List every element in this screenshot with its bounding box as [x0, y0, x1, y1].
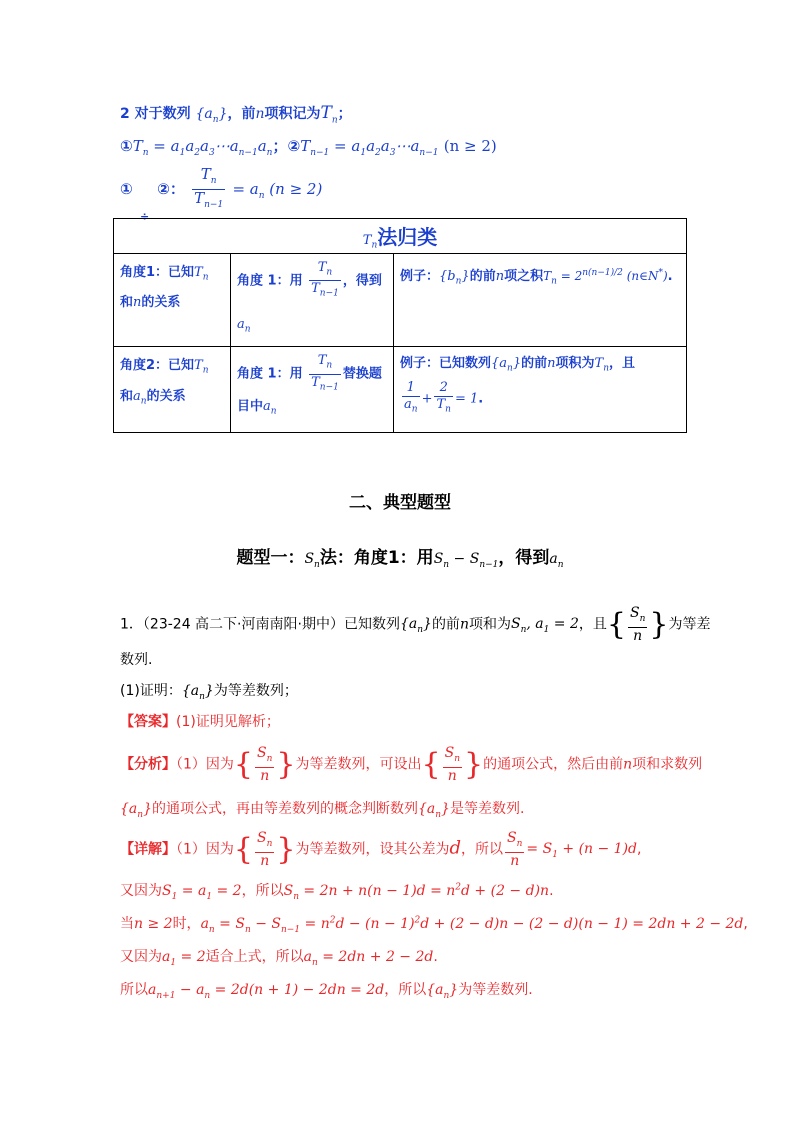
q1a: (1)证明：	[120, 683, 182, 699]
intro-end: 项积记为	[264, 106, 321, 122]
type1-b: 法：角度1：用	[319, 548, 434, 568]
r2c3d-text: ，且	[609, 356, 636, 372]
r1c3b-text: 的前	[469, 268, 496, 284]
problem-t1: 的前	[431, 616, 460, 633]
r1c2a-text: 角度 1：用	[237, 273, 303, 289]
e1: 又因为	[120, 883, 162, 899]
g2: 适合上式，所以	[205, 949, 304, 965]
detail-line-5: 所以$a_{n+1} - a_n = 2d(n + 1) - 2dn = 2d$，所以$\{a_n\}$为等差数列.	[120, 982, 533, 1001]
problem-t4: 为等差	[668, 616, 711, 633]
circle-3: ①	[120, 180, 133, 198]
q1b: 为等差数列；	[213, 683, 298, 699]
an1: （1）因为	[176, 756, 234, 773]
answer-line	[120, 711, 280, 731]
answer-label: 【答案】	[120, 714, 176, 730]
r1c1-text: 角度1：已知	[120, 264, 195, 280]
problem-src: （23-24 高二下·河南南阳·期中）已知数列	[142, 616, 400, 633]
r2c1c-text: 的关系	[146, 388, 186, 404]
question-1: (1)证明：$\{a_n\}$为等差数列；	[120, 683, 298, 702]
intro-mid: ，前	[227, 106, 256, 122]
h3: 为等差数列.	[458, 982, 533, 998]
r2c2b-text: 替换题	[342, 366, 382, 382]
r2c3b-text: 的前	[521, 356, 548, 372]
row2-col1: 角度2：已知$T_n$ 和$a_n$的关系	[114, 347, 231, 433]
h2: ，所以	[384, 982, 427, 998]
e2: ，所以	[241, 883, 284, 899]
d2: 为等差数列，设其公差为	[295, 841, 450, 858]
detail-label: 【详解】	[120, 841, 176, 858]
detail-line-3: 当n ≥ 2时，$a_n = S_n - S_{n-1} = n^2d - (n - 1)^2d + (2 - d)n - (2 - d)(n - 1) = 2dn + 2 - 2d$,	[120, 915, 748, 935]
row1-col1: 角度1：已知$T_n$ 和n的关系	[114, 253, 231, 347]
table-title: 法归类	[377, 225, 438, 249]
analysis-label: 【分析】	[120, 756, 176, 773]
row2-col2: 角度 1：用 $\frac{T_n}{T_{n-1}}$ 替换题 目中$a_n$	[231, 347, 394, 433]
problem-t2: 项和为	[468, 616, 511, 633]
d1: （1）因为	[176, 841, 234, 858]
analysis-line-1: 【分析】（1）因为{ $\frac{S_n}{n}$ }为等差数列，可设出{ $\frac{S_n}{n}$ }的通项公式，然后由前n项和求数列	[120, 745, 703, 784]
h1: 所以	[120, 982, 148, 998]
table-title-cell: $T_n$法归类	[114, 219, 687, 254]
problem-line-2: 数列.	[120, 652, 153, 668]
intro-condition: (n ≥ 2)	[443, 137, 497, 155]
circle-4: ②	[157, 180, 170, 198]
detail-line-2: 又因为$S_1 = a_1 = 2$，所以$S_n = 2n + n(n - 1)d = n^2d + (2 - d)n$.	[120, 882, 554, 902]
classification-table	[113, 218, 687, 433]
intro-line-1: 2 对于数列 $\{a_n\}$，前n项积记为$T_n$；	[120, 103, 352, 126]
f2: 时，	[172, 916, 201, 932]
an4: 项和求数列	[632, 756, 703, 773]
detail-line-4: 又因为$a_1 = 2$适合上式，所以$a_n = 2dn + 2 - 2d$.	[120, 949, 438, 968]
type1-a: 题型一：	[236, 548, 305, 568]
r2c2a-text: 角度 1：用	[237, 366, 303, 382]
analysis-line-2: $\{a_n\}$的通项公式，再由等差数列的概念判断数列$\{a_n\}$是等差数列.	[120, 801, 525, 820]
type1-c: ，得到	[498, 548, 550, 568]
type1-heading: 题型一：$S_n$法：角度1：用$S_n - S_{n-1}$，得到$a_n$	[236, 548, 564, 570]
r2c2c-text: 目中	[237, 398, 264, 414]
r2c3a-text: 例子：已知数列	[400, 356, 492, 372]
r2c1b-text: 和	[120, 388, 134, 404]
answer-text: (1)证明见解析；	[176, 714, 280, 730]
row1-col2: 角度 1：用 $\frac{T_n}{T_{n-1}}$ ，得到 $a_n$	[231, 253, 394, 347]
divide-sign: ÷	[139, 210, 150, 223]
an2: 为等差数列，可设出	[295, 756, 422, 773]
g1: 又因为	[120, 949, 162, 965]
r1c3a-text: 例子：	[400, 268, 440, 284]
an3: 的通项公式，然后由前	[483, 756, 624, 773]
section-title: 二、典型题型	[349, 493, 451, 513]
circle-1: ①	[120, 137, 133, 155]
intro-label: 2 对于数列	[120, 106, 191, 122]
problem-t3: ，且	[578, 616, 607, 633]
d3: ，所以	[461, 841, 504, 858]
circle-2: ②	[287, 137, 301, 155]
r2c3c-text: 项积为	[555, 356, 595, 372]
r2c1-text: 角度2：已知	[120, 358, 195, 374]
f1: 当	[120, 916, 134, 932]
intro-line-2: $①T_n$ = $a_1a_2a_3\cdots a_{n-1}a_n$；$②T_{n-1}$ = $a_1a_2a_3\cdots a_{n-1}$ (n ≥ 2)	[120, 137, 497, 158]
r1c1b-text: 和	[120, 295, 134, 311]
r1c1c-text: 的关系	[141, 295, 181, 311]
row1-col3: 例子：$\{b_n\}$的前n项之积$T_n = 2^{n(n-1)/2}$ (n∈N*).	[394, 253, 687, 347]
an6: 是等差数列.	[449, 801, 525, 817]
an5: 的通项公式，再由等差数列的概念判断数列	[151, 801, 418, 817]
detail-line-1: 【详解】（1）因为{ $\frac{S_n}{n}$ }为等差数列，设其公差为d，所以 $\frac{S_n}{n}$ = $S_1 + (n - 1)d$,	[120, 830, 642, 869]
intro-line-3: ① ÷ ②： $\frac{T_n}{T_{n-1}}$ = $a_n$ (n ≥ 2)	[120, 165, 323, 223]
problem-num: 1．	[120, 616, 143, 633]
row2-col3: 例子：已知数列$\{a_n\}$的前n项积为$T_n$，且 $\frac{1}{a_n}$ + $\frac{2}{T_n}$ = 1.	[394, 347, 687, 433]
r1c3c-text: 项之积	[504, 268, 544, 284]
r1c2b-text: ，得到	[342, 273, 382, 289]
problem-line-1: 1．（23-24 高二下·河南南阳·期中）已知数列$\{a_n\}$的前n项和为$S_n$, $a_1 = 2$，且{ $\frac{S_n}{n}$ }为等差	[120, 605, 711, 644]
